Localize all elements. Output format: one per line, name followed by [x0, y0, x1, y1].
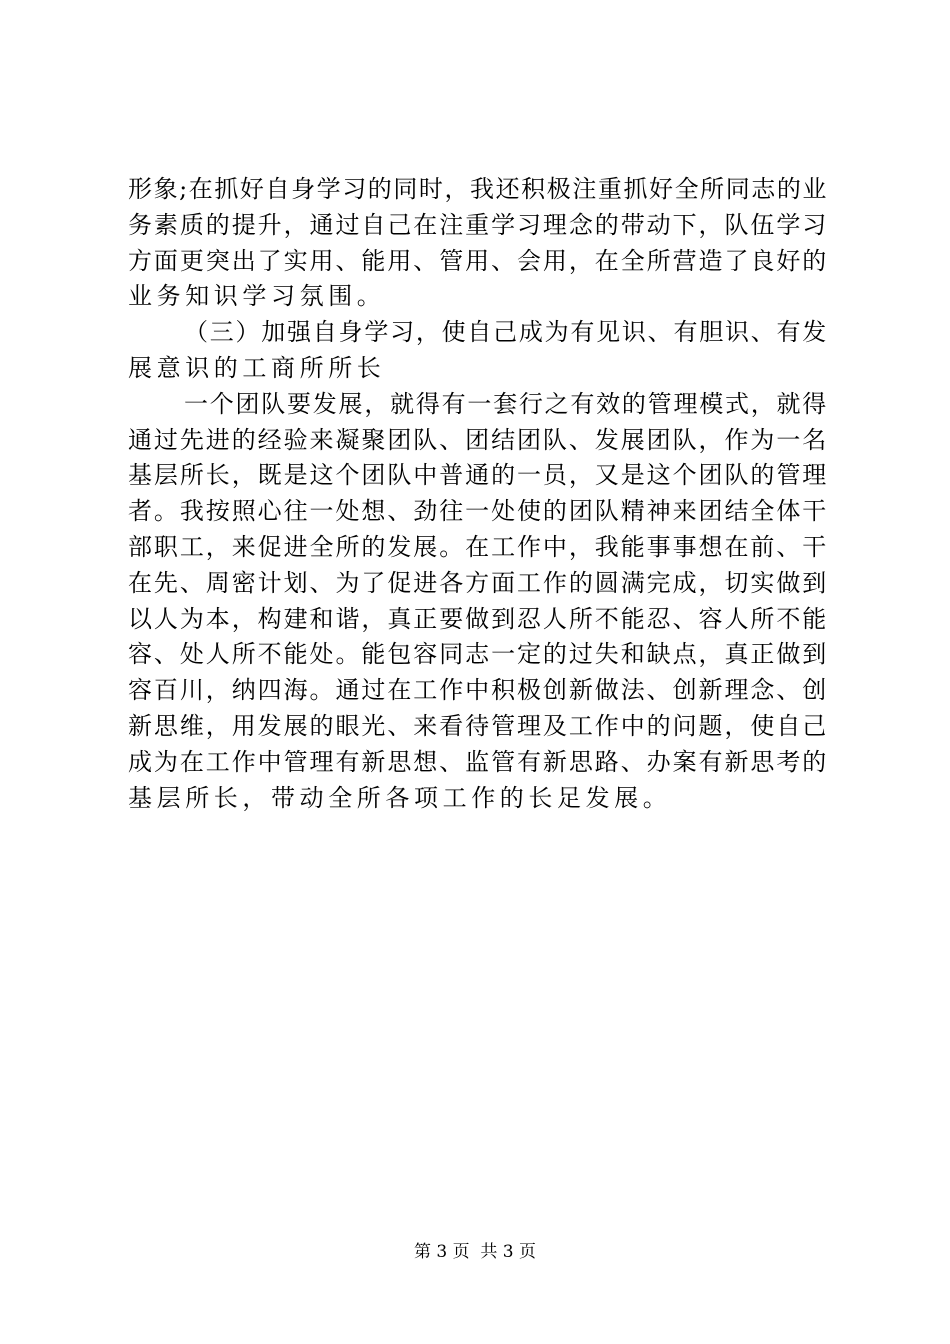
section-heading-line: （三）加强自身学习，使自己成为有见识、有胆识、有发 — [184, 318, 828, 347]
text-line: 一个团队要发展，就得有一套行之有效的管理模式，就得 — [184, 389, 828, 418]
text-line: 容百川，纳四海。通过在工作中积极创新做法、创新理念、创 — [128, 676, 829, 705]
text-line: 新思维，用发展的眼光、来看待管理及工作中的问题，使自己 — [128, 711, 829, 740]
document-body — [128, 172, 828, 816]
text-line: 部职工，来促进全所的发展。在工作中，我能事事想在前、干 — [128, 532, 829, 561]
text-line: 容、处人所不能处。能包容同志一定的过失和缺点，真正做到 — [128, 640, 829, 669]
text-line: 在先、周密计划、为了促进各方面工作的圆满完成，切实做到 — [128, 568, 829, 597]
text-line: 方面更突出了实用、能用、管用、会用，在全所营造了良好的 — [128, 246, 829, 275]
section-heading-line: 展意识的工商所所长 — [128, 353, 386, 382]
text-line: 以人为本，构建和谐，真正要做到忍人所不能忍、容人所不能 — [128, 604, 829, 633]
text-line: 务素质的提升，通过自己在注重学习理念的带动下，队伍学习 — [128, 210, 829, 239]
text-line: 者。我按照心往一处想、劲往一处使的团队精神来团结全体干 — [128, 497, 829, 526]
text-line: 形象;在抓好自身学习的同时，我还积极注重抓好全所同志的业 — [128, 175, 828, 203]
text-line: 基层所长，既是这个团队中普通的一员，又是这个团队的管理 — [128, 461, 829, 490]
page-number-footer: 第 3 页 共 3 页 — [413, 1242, 537, 1262]
text-line: 通过先进的经验来凝聚团队、团结团队、发展团队，作为一名 — [128, 425, 829, 454]
text-line: 成为在工作中管理有新思想、监管有新思路、办案有新思考的 — [128, 747, 829, 776]
text-line: 基层所长，带动全所各项工作的长足发展。 — [128, 783, 672, 812]
text-line: 业务知识学习氛围。 — [128, 282, 386, 311]
